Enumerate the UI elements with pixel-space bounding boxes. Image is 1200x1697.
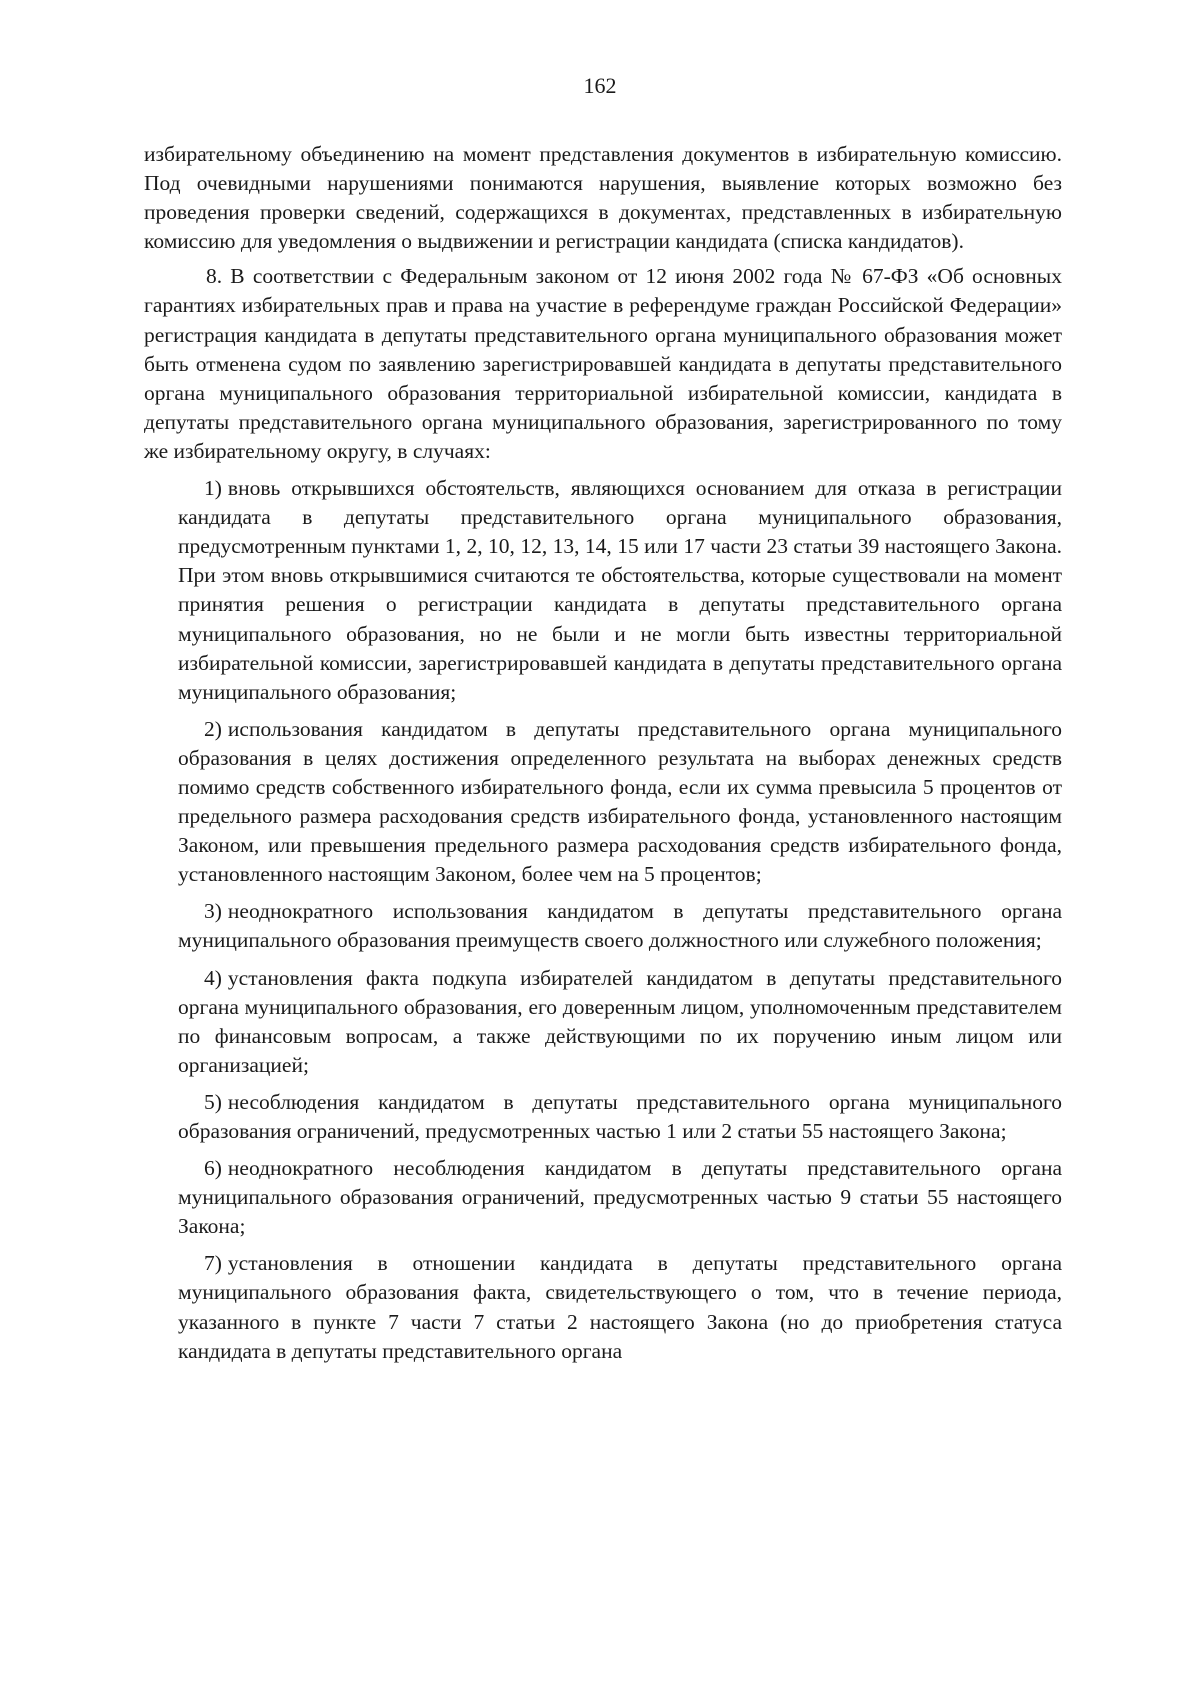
list-item-5 — [178, 1088, 1062, 1146]
list-item-text: несоблюдения кандидатом в депутаты представительного органа муниципального образования ограничений, предусмотренных частью 1 или 2 статьи 55 настоящего Закона; — [178, 1089, 1062, 1143]
list-item-text: неоднократного использования кандидатом в депутаты представительного органа муниципального образования преимуществ своего должностного или служебного положения; — [178, 899, 1062, 953]
list-item-number: 7) — [204, 1251, 222, 1276]
list-item-number: 4) — [204, 965, 222, 990]
list-item-4 — [178, 964, 1062, 1080]
list-item-number: 3) — [204, 899, 222, 924]
list-item-1 — [178, 474, 1062, 707]
list-item-6 — [178, 1154, 1062, 1241]
document-body — [144, 140, 1062, 1366]
list-item-7 — [178, 1249, 1062, 1365]
list-item-3 — [178, 897, 1062, 955]
continuation-paragraph: избирательному объединению на момент представления документов в избирательную комиссию. Под очевидными нарушениями понимаются нарушения, выявление которых возможно без проведения проверки сведений, содержащихся в документах, представленных в избирательную комиссию для уведомления о выдвижении и регистрации кандидата (списка кандидатов). — [144, 142, 1062, 254]
page-number: 162 — [583, 73, 617, 98]
list-item-number: 5) — [204, 1089, 222, 1114]
list-item-number: 2) — [204, 716, 222, 741]
list-item-text: установления в отношении кандидата в депутаты представительного органа муниципального образования факта, свидетельствующего о том, что в течение периода, указанного в пункте 7 части 7 статьи 2 настоящего Закона (но до приобретения статуса кандидата в депутаты представительного органа — [178, 1251, 1062, 1363]
list-item-text: использования кандидатом в депутаты представительного органа муниципального образования в целях достижения определенного результата на выборах денежных средств помимо средств собственного избирательного фонда, если их сумма превысила 5 процентов от предельного размера расходования средств избирательного фонда, установленного настоящим Законом, или превышения предельного размера расходования средств избирательного фонда, установленного настоящим Законом, более чем на 5 процентов; — [178, 716, 1062, 887]
list-item-text: установления факта подкупа избирателей кандидатом в депутаты представительного органа муниципального образования, его доверенным лицом, уполномоченным представителем по финансовым вопросам, а также действующими по их поручению иным лицом или организацией; — [178, 965, 1062, 1077]
paragraph-8: 8. В соответствии с Федеральным законом от 12 июня 2002 года № 67-ФЗ «Об основных гарантиях избирательных прав и права на участие в референдуме граждан Российской Федерации» регистрация кандидата в депутаты представительного органа муниципального образования может быть отменена судом по заявлению зарегистрировавшей кандидата в депутаты представительного органа муниципального образования территориальной избирательной комиссии, кандидата в депутаты представительного органа муниципального образования, зарегистрированного по тому же избирательному округу, в случаях: — [144, 264, 1062, 463]
list-item-number: 1) — [204, 476, 222, 501]
list-item-number: 6) — [204, 1156, 222, 1181]
list-item-text: вновь открывшихся обстоятельств, являющихся основанием для отказа в регистрации кандидата в депутаты представительного органа муниципального образования, предусмотренным пунктами 1, 2, 10, 12, 13, 14, 15 или 17 части 23 статьи 39 настоящего Закона. При этом вновь открывшимися считаются те обстоятельства, которые существовали на момент принятия решения о регистрации кандидата в депутаты представительного органа муниципального образования, но не были и не могли быть известны территориальной избирательной комиссии, зарегистрировавшей кандидата в депутаты представительного органа муниципального образования; — [178, 476, 1062, 704]
list-item-text: неоднократного несоблюдения кандидатом в депутаты представительного органа муниципального образования ограничений, предусмотренных частью 9 статьи 55 настоящего Закона; — [178, 1156, 1062, 1239]
list-item-2 — [178, 715, 1062, 890]
